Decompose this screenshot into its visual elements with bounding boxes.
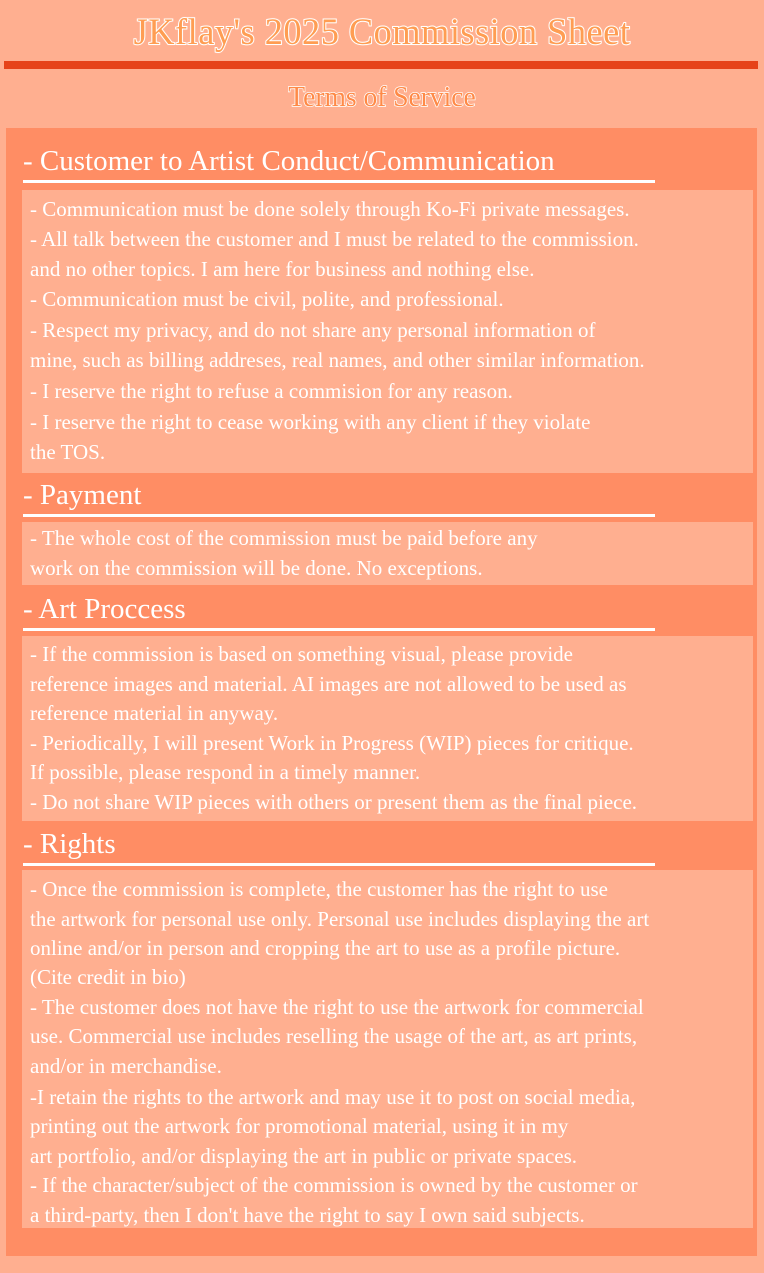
section-body-conduct: [22, 190, 753, 473]
rights-line: printing out the artwork for promotional material, using it in my: [30, 1114, 569, 1138]
section-heading-conduct: - Customer to Artist Conduct/Communication: [23, 142, 655, 183]
page-subtitle: Terms of Service: [288, 82, 476, 113]
rights-line: (Cite credit in bio): [30, 965, 186, 989]
rights-line: - If the character/subject of the commission is owned by the customer or: [30, 1173, 638, 1197]
art-process-line: reference images and material. AI images are not allowed to be used as: [30, 672, 627, 696]
conduct-line: - Communication must be civil, polite, and professional.: [30, 287, 504, 311]
section-body-art-process: [22, 636, 753, 821]
section-heading-rights: - Rights: [23, 825, 655, 866]
rights-line: -I retain the rights to the artwork and may use it to post on social media,: [30, 1085, 636, 1109]
conduct-line: - Respect my privacy, and do not share any personal information of: [30, 318, 596, 342]
conduct-line: and no other topics. I am here for business and nothing else.: [30, 257, 535, 281]
payment-line: work on the commission will be done. No exceptions.: [30, 556, 483, 580]
art-process-line: - Periodically, I will present Work in Progress (WIP) pieces for critique.: [30, 731, 634, 755]
payment-line: - The whole cost of the commission must be paid before any: [30, 526, 538, 550]
page-title: JKflay's 2025 Commission Sheet: [133, 12, 631, 53]
conduct-line: - Communication must be done solely through Ko-Fi private messages.: [30, 197, 630, 221]
section-heading-payment: - Payment: [23, 476, 655, 517]
rights-line: a third-party, then I don't have the right to say I own said subjects.: [30, 1203, 585, 1227]
art-process-line: - Do not share WIP pieces with others or present them as the final piece.: [30, 790, 638, 814]
section-body-payment: [22, 522, 753, 585]
rights-line: and/or in merchandise.: [30, 1054, 222, 1078]
section-body-rights: [22, 870, 753, 1228]
conduct-line: - I reserve the right to refuse a commision for any reason.: [30, 379, 513, 403]
terms-panel: [6, 128, 757, 1256]
rights-line: - The customer does not have the right to use the artwork for commercial: [30, 995, 644, 1019]
rights-line: art portfolio, and/or displaying the art in public or private spaces.: [30, 1144, 578, 1168]
art-process-line: If possible, please respond in a timely manner.: [30, 760, 421, 784]
rights-line: the artwork for personal use only. Personal use includes displaying the art: [30, 907, 650, 931]
rights-line: - Once the commission is complete, the customer has the right to use: [30, 877, 608, 901]
conduct-line: the TOS.: [30, 440, 106, 464]
art-process-line: reference material in anyway.: [30, 701, 279, 725]
rights-line: use. Commercial use includes reselling the usage of the art, as art prints,: [30, 1024, 638, 1048]
rights-line: online and/or in person and cropping the art to use as a profile picture.: [30, 936, 621, 960]
conduct-line: mine, such as billing addreses, real names, and other similar information.: [30, 348, 645, 372]
art-process-line: - If the commission is based on something visual, please provide: [30, 642, 573, 666]
conduct-line: - All talk between the customer and I must be related to the commission.: [30, 227, 639, 251]
section-heading-art-process: - Art Proccess: [23, 590, 655, 631]
conduct-line: - I reserve the right to cease working with any client if they violate: [30, 410, 591, 434]
title-divider: [4, 61, 758, 69]
